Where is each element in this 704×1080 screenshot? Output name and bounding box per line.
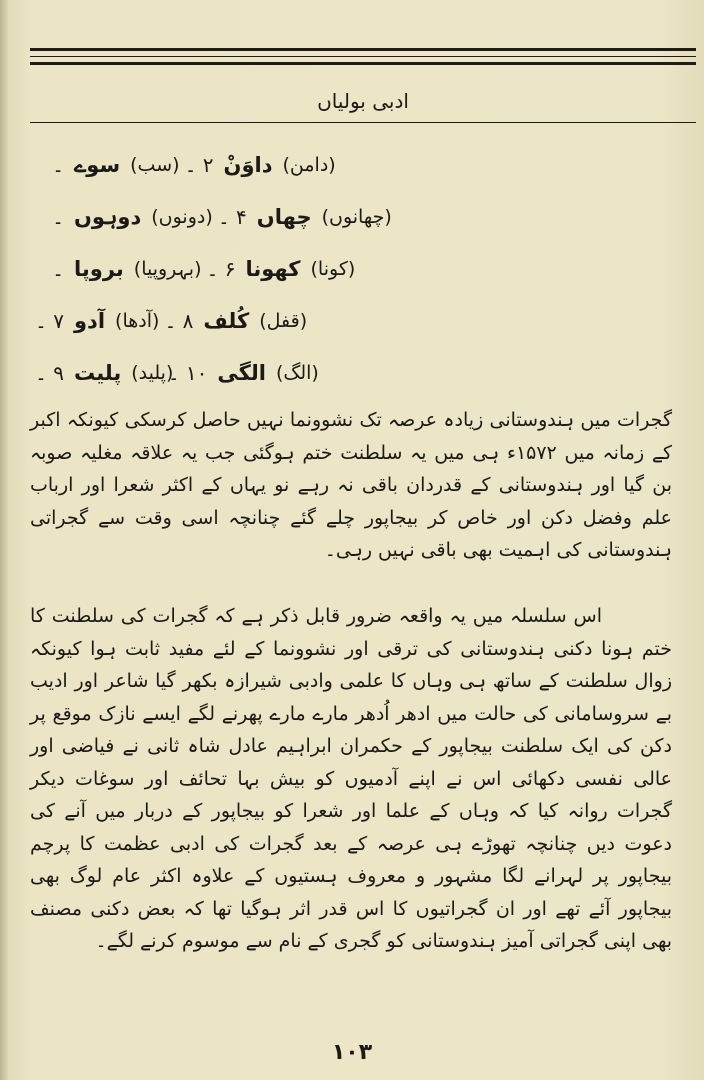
entry-gloss: (چھانوں) xyxy=(321,206,392,228)
entry-word: پلیت xyxy=(74,361,122,385)
entry-number: ۔ xyxy=(52,153,64,177)
entry-number: ۴ ۔ xyxy=(217,205,247,229)
entry-word: دوہوں xyxy=(74,205,142,229)
word-entry-right xyxy=(30,205,213,229)
word-entry-left xyxy=(180,153,450,177)
word-row xyxy=(30,145,672,185)
page-number: ۱۰۳ xyxy=(331,1040,373,1065)
entry-gloss: (سب) xyxy=(130,154,180,176)
entry-number: ۶ ۔ xyxy=(206,257,236,281)
entry-gloss: (پلید) xyxy=(131,362,174,384)
entry-word: کھونا xyxy=(245,257,301,281)
body-paragraph-1 xyxy=(30,404,672,567)
top-rule-thin xyxy=(30,56,696,57)
entry-gloss: (قفل) xyxy=(259,310,308,332)
entry-number: ۔ xyxy=(52,205,64,229)
entry-number: ۸ ۔ xyxy=(164,309,194,333)
word-entry-right xyxy=(30,361,173,385)
top-rule-thick-2 xyxy=(30,62,696,65)
word-entry-left xyxy=(213,205,483,229)
entry-number: ۱۰ ۔ xyxy=(167,361,208,385)
entry-gloss: (کونا) xyxy=(310,258,356,280)
entry-number: ۷ ۔ xyxy=(35,309,64,333)
word-row xyxy=(30,301,672,341)
word-row xyxy=(30,197,672,237)
word-entry-right xyxy=(30,153,180,177)
entry-word: داوَنْ xyxy=(223,153,273,177)
paragraph-text: اس سلسلہ میں یہ واقعہ ضرور قابل ذکر ہے کہ گجرات کی سلطنت کا ختم ہونا دکنی ہندوستانی کی ترقی اور نشوونما کے لئے مفید ثابت ہوا کیونکہ زوال سلطنت کے ساتھ ہی وہاں کا علمی وادبی شیرازہ بکھر گیا شاعر اور ادیب بے سروسامانی کی حالت میں ادھر اُدھر مارے مارے پھرنے لگے ایسے نازک موقع پر دکن کی ایک سلطنت بیجاپور کے حکمران ابراہیم عادل شاہ ثانی نے فیاضی اور عالی نفسی دکھائی اس نے اپنے آدمیوں کو بیش بہا تحائف اور سوغات دیکر گجرات روانہ کیا کہ وہاں کے علما اور شعرا کو بیجاپور کے دربار میں آنے کی دعوت دیں چنانچہ تھوڑے ہی عرصہ کے بعد گجرات کی ادبی عظمت کا پرچم بیجاپور پر لہرانے لگا مشہور و معروف ہستیوں کے علاوہ اکثر عام لوگ بھی بیجاپور آئے تھے اور ان گجراتیوں کا اس قدر اثر ہوگیا تھا کہ بعض دکنی مصنف بھی اپنی گجراتی آمیز ہندوستانی کو گجری کے نام سے موسوم کرنے لگے۔ xyxy=(30,605,672,952)
entry-word: سوے xyxy=(74,153,121,177)
word-entry-left xyxy=(167,361,443,385)
header-rule xyxy=(30,122,696,123)
entry-word: الگی xyxy=(217,361,266,385)
word-entry-right xyxy=(30,257,202,281)
entry-number: ۹ ۔ xyxy=(35,361,64,385)
word-entry-left xyxy=(202,257,472,281)
entry-gloss: (دامن) xyxy=(282,154,336,176)
entry-word: آدو xyxy=(74,309,106,333)
entry-number: ۲ ۔ xyxy=(184,153,214,177)
entry-gloss: (دونوں) xyxy=(151,206,213,228)
body-paragraph-2 xyxy=(30,600,672,958)
running-header: ادبی بولیاں xyxy=(317,89,409,113)
entry-word: بروپا xyxy=(74,257,124,281)
word-entry-left xyxy=(159,309,429,333)
paragraph-text: گجرات میں ہندوستانی زیادہ عرصہ تک نشوونما نہیں حاصل کرسکی کیونکہ اکبر کے زمانہ میں ۱۵۷۲ء ہی میں یہ سلطنت ختم ہوگئی جب یہ علاقہ مغلیہ صوبہ بن گیا اور ہندوستانی کے قدردان باقی نہ رہے نو یہاں کے اکثر شعرا اور ارباب علم وفضل دکن اور خاص کر بیجاپور چلے گئے چنانچہ اسی وقت سے گجراتی ہندوستانی کی اہمیت بھی باقی نہیں رہی۔ xyxy=(30,409,673,561)
page-spine-shadow xyxy=(0,0,8,1080)
top-rule-thick xyxy=(30,48,696,51)
entry-gloss: (آدھا) xyxy=(115,310,160,332)
entry-gloss: (بہروپیا) xyxy=(133,258,202,280)
word-row xyxy=(30,249,672,289)
entry-number: ۔ xyxy=(52,257,64,281)
entry-word: کُلف xyxy=(203,309,250,333)
word-row xyxy=(30,353,672,393)
word-entry-right xyxy=(30,309,159,333)
entry-word: چھاں xyxy=(256,205,312,229)
entry-gloss: (الگ) xyxy=(275,362,319,384)
